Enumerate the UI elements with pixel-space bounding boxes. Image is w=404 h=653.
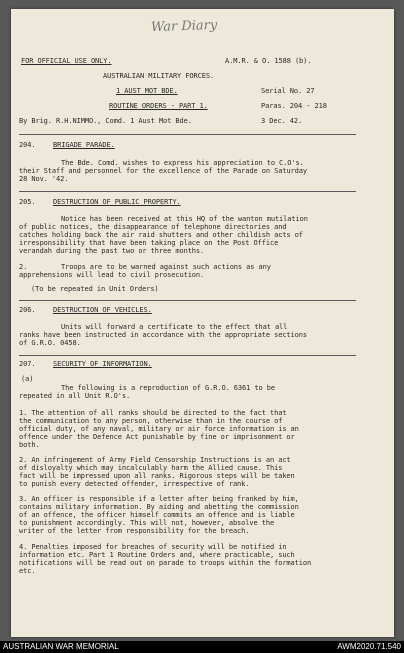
section-204-number: 204.	[19, 141, 36, 149]
section-205-line: catches holding back the air raid shutters and other childish acts of	[19, 231, 303, 239]
section-205-line: irresponsibility that have been taking place on the Post Office	[19, 239, 279, 247]
archive-id: AWM2020.71.540	[337, 642, 401, 651]
issued-by: By Brig. R.H.NIMMO., Comd. 1 Aust Mot Bde.	[19, 117, 192, 125]
section-204-line: 28 Nov. '42.	[19, 175, 69, 183]
section-207-para-4-line: etc.	[19, 567, 36, 575]
document-page	[11, 9, 394, 637]
amr-reference: A.M.R. & O. 1588 (b).	[225, 57, 312, 65]
section-207-para-1-line: 1. The attention of all ranks should be directed to the fact that	[19, 409, 287, 417]
section-divider	[19, 191, 356, 192]
section-207-para-a-line: The following is a reproduction of G.R.O. 6361 to be	[61, 384, 275, 392]
section-207-para-3-line: to punishment accordingly. This will not, however, absolve the	[19, 519, 275, 527]
section-207-para-4-line: information etc. Part 1 Routine Orders and, where practicable, such	[19, 551, 295, 559]
order-date: 3 Dec. 42.	[261, 117, 303, 125]
section-205-para2-line: apprehensions will lead to civil prosecution.	[19, 271, 205, 279]
section-207-para-2-line: of disloyalty which may incalculably harm the Allied cause. This	[19, 464, 283, 472]
section-205-line: verandah during the past two or three months.	[19, 247, 205, 255]
section-207-para-1-line: the communication to any person, otherwise than in the course of	[19, 417, 283, 425]
section-205-note: (To be repeated in Unit Orders)	[31, 285, 159, 293]
handwritten-annotation: War Diary	[150, 17, 218, 36]
section-206-line: ranks have been instructed in accordance with the appropriate sections	[19, 331, 308, 339]
section-207-para-4-line: 4. Penalties imposed for breaches of security will be notified in	[19, 543, 287, 551]
section-204-line: The Bde. Comd. wishes to express his appreciation to C.O's.	[61, 159, 304, 167]
section-207-para-2-line: fact will be impressed upon all ranks. Rigorous steps will be taken	[19, 472, 295, 480]
serial-number: Serial No. 27	[261, 87, 315, 95]
orders-title: ROUTINE ORDERS - PART 1.	[109, 102, 208, 110]
section-207-para-1-line: both.	[19, 441, 40, 449]
section-207-para-4-line: notifications will be read out on parade to troops within the formation	[19, 559, 312, 567]
section-205-title: DESTRUCTION OF PUBLIC PROPERTY.	[53, 198, 181, 206]
section-205-line: Notice has been received at this HQ of the wanton mutilation	[61, 215, 308, 223]
section-divider	[19, 355, 356, 356]
archive-name: AUSTRALIAN WAR MEMORIAL	[3, 642, 119, 651]
section-205-number: 205.	[19, 198, 36, 206]
section-divider	[19, 134, 356, 135]
section-205-para2-line: Troops are to be warned against such actions as any	[61, 263, 271, 271]
section-207-para-a-line: repeated in all Unit R.O's.	[19, 392, 131, 400]
section-206-number: 206.	[19, 306, 36, 314]
unit-title: 1 AUST MOT BDE.	[116, 87, 178, 95]
section-207-para-3-line: of an offence, the officer himself commits an offence and is liable	[19, 511, 295, 519]
section-204-title: BRIGADE PARADE.	[53, 141, 115, 149]
official-use-label: FOR OFFICIAL USE ONLY.	[21, 57, 112, 65]
force-title: AUSTRALIAN MILITARY FORCES.	[103, 72, 215, 80]
section-207-para-3-line: writer of the letter from responsibility for the breach.	[19, 527, 250, 535]
section-divider	[19, 300, 356, 301]
section-206-line: of G.R.O. 0458.	[19, 339, 81, 347]
section-206-title: DESTRUCTION OF VEHICLES.	[53, 306, 152, 314]
section-207-title: SECURITY OF INFORMATION.	[53, 360, 152, 368]
section-206-line: Units will forward a certificate to the effect that all	[61, 323, 288, 331]
section-207-para-3-line: 3. An officer is responsible if a letter after being franked by him,	[19, 495, 299, 503]
section-207-para-2-line: to punish every detected offender, irrespective of rank.	[19, 480, 250, 488]
section-205-para2-number: 2.	[19, 263, 28, 271]
section-205-line: of public notices, the disappearance of telephone directories and	[19, 223, 287, 231]
section-207-para-3-line: contains military information. By aiding and abetting the commission	[19, 503, 299, 511]
archive-footer	[0, 641, 404, 653]
section-207-para-1-line: offence under the Defence Act punishable by fine or imprisonment or	[19, 433, 295, 441]
section-207-para-2-line: 2. An infringement of Army Field Censorship Instructions is an act	[19, 456, 291, 464]
section-207-para-a-label: (a)	[21, 375, 34, 383]
paras-range: Paras. 204 - 218	[261, 102, 327, 110]
section-207-para-1-line: official duty, of any naval, military or air force information is an	[19, 425, 299, 433]
section-204-line: their Staff and personnel for the excellence of the Parade on Saturday	[19, 167, 308, 175]
section-207-number: 207.	[19, 360, 36, 368]
